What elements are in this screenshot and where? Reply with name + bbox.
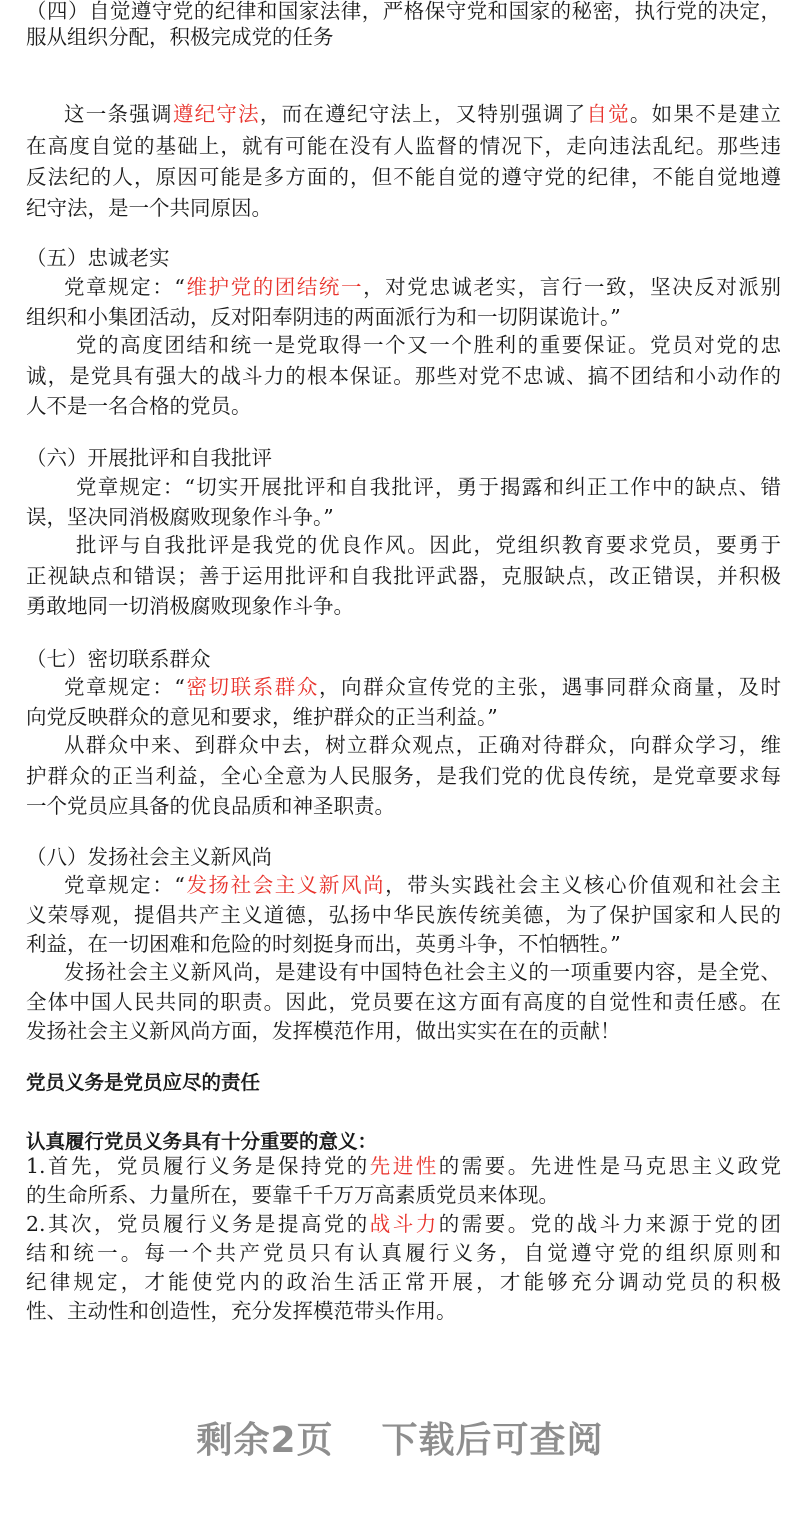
duty-subheading: 认真履行党员义务具有十分重要的意义： (26, 1130, 378, 1153)
sec7-paragraph-line3: 一个党员应具备的优良品质和神圣职责。 (26, 794, 395, 818)
remaining-pages-label: 剩余2页 (196, 1420, 334, 1461)
sec8-paragraph-line2: 全体中国人民共同的职责。因此，党员要在这方面有高度的自觉性和责任感。在 (26, 990, 781, 1014)
sec8-paragraph-line1: 发扬社会主义新风尚，是建设有中国特色社会主义的一项重要内容，是全党、 (64, 960, 781, 984)
sec4-title-line2: 服从组织分配，积极完成党的任务 (26, 25, 334, 49)
sec4-paragraph-line1: 这一条强调遵纪守法，而在遵纪守法上，又特别强调了自觉。如果不是建立 (64, 102, 781, 126)
sec5-title: （五）忠诚老实 (26, 246, 170, 270)
sec4-paragraph-line2: 在高度自觉的基础上，就有可能在没有人监督的情况下，走向违法乱纪。那些违 (26, 134, 781, 158)
duty-item2-line4: 性、主动性和创造性，充分发挥模范带头作用。 (26, 1299, 457, 1323)
sec6-paragraph-line1: 批评与自我批评是我党的优良作风。因此，党组织教育要求党员，要勇于 (76, 533, 781, 557)
duty-item1-line1: 1.首先，党员履行义务是保持党的先进性的需要。先进性是马克思主义政党 (26, 1154, 782, 1178)
highlight-self-aware: 自觉 (586, 102, 630, 126)
sec8-paragraph-line3: 发扬社会主义新风尚方面，发挥模范作用，做出实实在在的贡献！ (26, 1019, 621, 1043)
sec5-quote-line1: 党章规定：“维护党的团结统一，对党忠诚老实，言行一致，坚决反对派别 (64, 275, 782, 299)
sec7-quote-line1: 党章规定：“密切联系群众，向群众宣传党的主张，遇事同群众商量，及时 (64, 675, 782, 699)
duty-item2-line2: 结和统一。每一个共产党员只有认真履行义务，自觉遵守党的组织原则和 (26, 1241, 781, 1265)
highlight-discipline: 遵纪守法 (172, 102, 260, 126)
highlight-new-ethos: 发扬社会主义新风尚 (184, 873, 386, 897)
sec6-paragraph-line3: 勇敢地同一切消极腐败现象作斗争。 (26, 594, 354, 618)
sec6-quote-line1: 党章规定：“切实开展批评和自我批评，勇于揭露和纠正工作中的缺点、错 (76, 475, 781, 499)
duty-item2-line3: 纪律规定，才能使党内的政治生活正常开展，才能够充分调动党员的积极 (26, 1270, 781, 1294)
sec8-quote-line2: 义荣辱观，提倡共产主义道德，弘扬中华民族传统美德，为了保护国家和人民的 (26, 903, 781, 927)
sec8-title: （八）发扬社会主义新风尚 (26, 845, 272, 869)
sec4-title-line1: （四）自觉遵守党的纪律和国家法律，严格保守党和国家的秘密，执行党的决定， (26, 0, 781, 23)
sec7-paragraph-line2: 护群众的正当利益，全心全意为人民服务，是我们党的优良传统，是党章要求每 (26, 764, 781, 788)
sec4-paragraph-line3: 反法纪的人，原因可能是多方面的，但不能自觉的遵守党的纪律，不能自觉地遵 (26, 165, 781, 189)
download-to-view-label: 下载后可查阅 (381, 1420, 604, 1461)
sec5-quote-line2: 组织和小集团活动，反对阳奉阴违的两面派行为和一切阴谋诡计。” (26, 305, 621, 329)
duty-item2-line1: 2.其次，党员履行义务是提高党的战斗力的需要。党的战斗力来源于党的团 (26, 1212, 782, 1236)
sec7-title: （七）密切联系群众 (26, 647, 211, 671)
sec6-title: （六）开展批评和自我批评 (26, 446, 272, 470)
highlight-masses: 密切联系群众 (184, 675, 319, 699)
highlight-advanced-nature: 先进性 (369, 1154, 439, 1178)
duty-item1-line2: 的生命所系、力量所在，要靠千千万万高素质党员来体现。 (26, 1183, 559, 1207)
download-prompt[interactable] (0, 1412, 800, 1463)
highlight-fighting-capacity: 战斗力 (369, 1212, 439, 1236)
sec8-quote-line3: 利益，在一切困难和危险的时刻挺身而出，英勇斗争，不怕牺牲。” (26, 932, 621, 956)
sec5-paragraph-line2: 诚，是党具有强大的战斗力的根本保证。那些对党不忠诚、搞不团结和小动作的 (26, 364, 781, 388)
sec4-paragraph-line4: 纪守法，是一个共同原因。 (26, 196, 272, 220)
sec7-quote-line2: 向党反映群众的意见和要求，维护群众的正当利益。” (26, 705, 498, 729)
sec8-quote-line1: 党章规定：“发扬社会主义新风尚，带头实践社会主义核心价值观和社会主 (64, 873, 782, 897)
highlight-unity: 维护党的团结统一 (184, 275, 364, 299)
sec7-paragraph-line1: 从群众中来、到群众中去，树立群众观点，正确对待群众，向群众学习，维 (64, 733, 781, 757)
sec6-quote-line2: 误，坚决同消极腐败现象作斗争。” (26, 505, 334, 529)
sec6-paragraph-line2: 正视缺点和错误；善于运用批评和自我批评武器，克服缺点，改正错误，并积极 (26, 564, 781, 588)
duty-heading: 党员义务是党员应尽的责任 (26, 1071, 261, 1094)
sec5-paragraph-line1: 党的高度团结和统一是党取得一个又一个胜利的重要保证。党员对党的忠 (76, 333, 781, 357)
sec5-paragraph-line3: 人不是一名合格的党员。 (26, 394, 252, 418)
